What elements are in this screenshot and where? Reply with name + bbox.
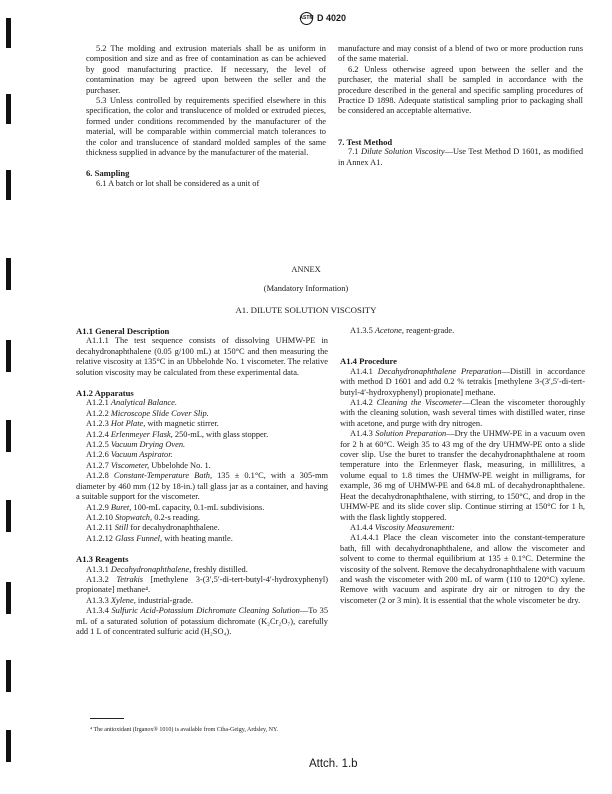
upper-left-column <box>86 44 326 189</box>
apparatus-item: A1.2.7 Viscometer, Ubbelohde No. 1. <box>86 460 211 470</box>
procedure-step: A1.4.1 Decahydronaphthalene Preparation—Distill in accordance with method D 1601 and add 0.2 % tetrakis [methylene 3-(3′,5′-di-tert-butyl-4′-hydroxyphenyl) propionate] methane. <box>340 366 585 397</box>
paragraph-5-3: 5.3 Unless controlled by requirements specified elsewhere in this specification, the color and translucence of molded or extruded pieces, formed under conditions recommended by the manufacturer of the material, will be comparable within commercial match tolerances to the color and translucence of standard molded samples of the same thickness supplied in advance by the manufacturer of the material. <box>86 96 326 158</box>
heading-procedure: A1.4 Procedure <box>340 356 397 367</box>
binder-mark <box>6 420 11 452</box>
paragraph-6-1: 6.1 A batch or lot shall be considered as a unit of <box>96 178 260 188</box>
paragraph-a1-4-4-1: A1.4.4.1 Place the clean viscometer into the constant-temperature bath, fill with decahydronaphthalene, and allow the viscometer and solvent to come to thermal equilibrium at 135 ± 0.1°C. Determine the viscosity of the solvent. Remove the decahydronaphthalene with vacuum and wash the viscometer with 200 mL of warm (110 to 120°C) xylene. Remove with vacuum and aspirate dry air or nitrogen to dry the viscometer (2 or 3 min). It is essential that the whole viscometer be dry. <box>340 533 585 605</box>
footnote: ⁴ The antioxidant (Irganox® 1010) is available from Ciba-Geigy, Ardsley, NY. <box>90 727 279 733</box>
annex-subtitle: (Mandatory Information) <box>263 284 349 293</box>
reagent-item: A1.3.3 Xylene, industrial-grade. <box>86 595 194 605</box>
heading-apparatus: A1.2 Apparatus <box>76 388 134 399</box>
apparatus-list <box>76 398 328 544</box>
apparatus-item: A1.2.6 Vacuum Aspirator. <box>86 450 173 460</box>
footnote-rule <box>90 718 124 719</box>
apparatus-item: A1.2.3 Hot Plate, with magnetic stirrer. <box>86 419 219 429</box>
reagent-item: A1.3.2 Tetrakis [methylene 3-(3′,5′-di-tert-butyl-4′-hydroxyphenyl) propionate] methane⁴. <box>76 574 329 595</box>
apparatus-item: A1.2.2 Microscope Slide Cover Slip. <box>86 408 209 418</box>
paragraph-a1-1-1: A1.1.1 The test sequence consists of dissolving UHMW-PE in decahydronaphthalene (0.05 g/100 mL) at 150°C and then measuring the relative viscosity at 135°C in an Ubbelohde No. 1 viscometer. The relative solution viscosity may be calculated from these experimental data. <box>76 336 328 377</box>
binder-mark <box>6 94 11 124</box>
binder-mark <box>6 18 11 48</box>
binder-mark <box>6 170 11 200</box>
procedure-step: A1.4.3 Solution Preparation—Dry the UHMW-PE in a vacuum oven for 2 h at 60°C. Weigh 35 to 43 mg of the dry UHMW-PE onto a slide cover slip. Use the buret to transfer the decahydronaphthalene at room temperature into the Erlenmeyer flask, measuring, in millilitres, a volume equal to 1.8 times the UHMW-PE weight in milligrams, for example, 36 mg of UHMW-PE and 64.8 mL of decahydronaphthalene. Heat the decahydronaphthalene, with stirring, to 150°C, and drop in the UHMW-PE and its slide cover slip. Continue stirring at 150°C for 1 h, with the flask lightly stoppered. <box>340 429 586 522</box>
apparatus-item: A1.2.12 Glass Funnel, with heating mantle. <box>86 533 233 543</box>
paragraph-6-2: 6.2 Unless otherwise agreed upon between the seller and the purchaser, the material shall be sampled in accordance with the procedure described in the general and specific sampling procedures of Practice D 1898. Adequate statistical sampling prior to packaging shall be considered an acceptable alternative. <box>338 64 583 116</box>
annex-section-title: A1. DILUTE SOLUTION VISCOSITY <box>235 305 377 315</box>
binder-mark <box>6 340 11 372</box>
annex-title: ANNEX <box>291 265 321 274</box>
binder-mark <box>6 660 11 692</box>
reagent-acetone: A1.3.5 Acetone, reagent-grade. <box>350 326 455 335</box>
heading-reagents: A1.3 Reagents <box>76 554 129 565</box>
procedure-list <box>340 367 585 534</box>
procedure-step: A1.4.2 Cleaning the Viscometer—Clean the viscometer thoroughly with the cleaning solution, wash several times with distilled water, rinse with acetone, and purge with dry nitrogen. <box>340 398 586 428</box>
upper-right-column <box>338 44 583 168</box>
lower-right-column <box>340 326 585 606</box>
procedure-step: A1.4.4 Viscosity Measurement: <box>350 522 455 532</box>
binder-mark <box>6 500 11 532</box>
apparatus-item: A1.2.5 Vacuum Drying Oven. <box>86 440 186 450</box>
apparatus-item: A1.2.8 Constant-Temperature Bath, 135 ± 0.1°C, with a 305-mm diameter by 460 mm (12 by 18-in.) tall glass jar as a container, and having a suitable support for the viscometer. <box>76 471 328 502</box>
apparatus-item: A1.2.9 Buret, 100-mL capacity, 0.1-mL subdivisions. <box>86 502 265 512</box>
paragraph-5-2: 5.2 The molding and extrusion materials shall be as uniform in composition and size and as free of contamination as can be achieved by good manufacturing practice. If necessary, the level of contamination may be agreed upon between the seller and the purchaser. <box>86 44 326 95</box>
section-heading-test-method: 7. Test Method <box>338 136 393 147</box>
heading-general-description: A1.1 General Description <box>76 326 170 336</box>
paragraph-6-1-cont: manufacture and may consist of a blend of two or more production runs of the same material. <box>338 44 583 64</box>
paragraph-7-1: 7.1 Dilute Solution Viscosity—Use Test Method D 1601, as modified in Annex A1. <box>338 147 584 167</box>
apparatus-item: A1.2.11 Still for decahydronaphthalene. <box>86 523 220 533</box>
reagent-item: A1.3.1 Decahydronaphthalene, freshly distilled. <box>86 564 248 574</box>
reagent-list <box>76 565 328 638</box>
apparatus-item: A1.2.4 Erlenmeyer Flask, 250-mL, with glass stopper. <box>86 429 269 439</box>
page-header <box>300 12 346 25</box>
binder-mark <box>6 582 11 614</box>
designation: D 4020 <box>317 13 347 24</box>
reagent-item: A1.3.4 Sulfuric Acid-Potassium Dichromate Cleaning Solution—To 35 mL of a saturated solution of potassium dichromate (K₂Cr₂O₇), carefully add 1 L of concentrated sulfuric acid (H₂SO₄). <box>76 606 329 636</box>
section-heading-sampling: 6. Sampling <box>86 168 130 179</box>
attachment-label: Attch. 1.b <box>309 758 358 770</box>
lower-left-column <box>76 326 328 637</box>
apparatus-item: A1.2.1 Analytical Balance. <box>86 398 177 408</box>
binder-mark <box>6 730 11 762</box>
astm-logo-icon: ASTM <box>300 12 313 25</box>
apparatus-item: A1.2.10 Stopwatch, 0.2-s reading. <box>86 512 201 522</box>
